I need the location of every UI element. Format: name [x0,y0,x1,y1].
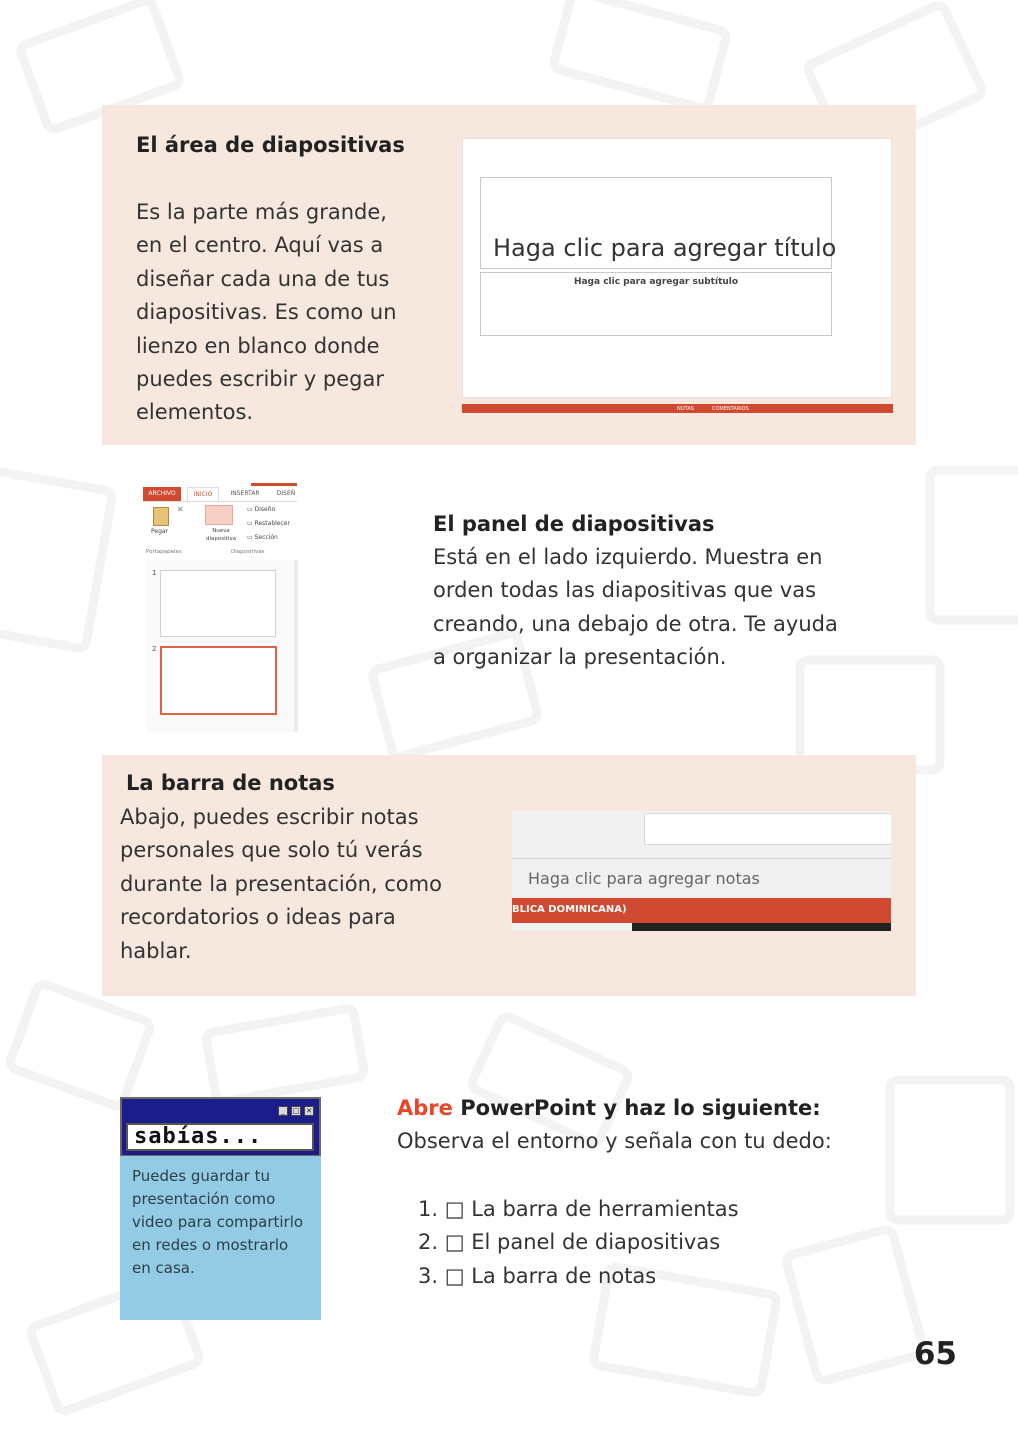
section-slide-panel-title: El panel de diapositivas [433,512,715,536]
page-number: 65 [913,1336,957,1372]
section-slide-area-title: El área de diapositivas [136,133,405,157]
activity-instruction: Observa el entorno y señala con tu dedo: [397,1129,832,1153]
activity-heading [397,1096,821,1120]
taskbar-strip [632,923,891,931]
status-notes[interactable]: NOTAS [677,406,694,412]
ribbon [143,483,297,560]
text-line: en el centro. Aquí vas a [136,233,384,258]
paste-label: Pegar [151,528,169,535]
status-bar-text: BLICA DOMINICANA) [512,904,627,915]
text-line: lienzo en blanco donde [136,333,380,358]
design-button[interactable]: ▭ Diseño [247,506,276,513]
tab-inicio[interactable]: INICIO [187,487,219,502]
text-line: puedes escribir y pegar [136,367,384,392]
text-line: a organizar la presentación. [433,645,727,670]
section-slide-panel-text [433,541,880,675]
status-comments[interactable]: COMENTARIOS [712,406,749,412]
tab-archivo[interactable]: ARCHIVO [143,487,181,501]
status-bar [462,404,893,413]
thumbnail-number: 2 [152,645,157,653]
group-slides-label: Diapositivas [231,549,265,555]
reset-label: Restablecer [254,520,290,527]
title-placeholder [480,177,837,269]
minimize-icon: _ [278,1106,288,1116]
notes-placeholder: Haga clic para agregar notas [528,869,760,888]
reset-button[interactable]: ▭ Restablecer [247,520,290,527]
sabias-title: sabías... [126,1123,314,1151]
notes-area[interactable] [512,858,891,897]
section-notes-text [120,801,484,968]
new-slide-label: Nueva diapositiva [206,528,236,542]
list-item: 2. □ El panel de diapositivas [418,1230,721,1255]
new-slide-icon[interactable] [205,505,233,525]
subtitle-placeholder [480,272,832,336]
sabias-window [120,1097,321,1157]
text-line: Es la parte más grande, [136,200,387,224]
thumbnail-number: 1 [152,569,157,577]
sabias-body: Puedes guardar tu presentación como video para compartirlo en redes o mostrarlo en casa. [120,1156,321,1320]
text-line: recordatorios o ideas para [120,905,396,930]
text-line: Abajo, puedes escribir notas [120,805,419,829]
notes-status-bar [512,898,891,923]
notes-bar-screenshot [512,811,891,931]
section-notes-title: La barra de notas [126,771,335,795]
list-item: 3. □ La barra de notas [418,1263,657,1288]
slide-edge [644,813,891,845]
maximize-icon: □ [292,1107,300,1115]
paste-icon[interactable] [153,507,169,526]
activity-heading-accent: Abre [397,1096,453,1120]
text-line: creando, una debajo de otra. Te ayuda [433,611,838,636]
text-line: personales que solo tú verás [120,838,423,863]
activity-heading-rest: PowerPoint y haz lo siguiente: [452,1096,821,1120]
slide-thumbnail-1[interactable] [160,570,276,637]
slide-thumbnail-2[interactable] [160,646,277,715]
text-line: hablar. [120,938,192,963]
text-line: Está en el lado izquierdo. Muestra en [433,545,823,569]
text-line: diseñar cada una de tus [136,266,390,291]
list-item: 1. □ La barra de herramientas [418,1197,739,1221]
text-line: diapositivas. Es como un [136,300,397,325]
close-icon: ✕ [304,1106,314,1116]
activity-list [418,1193,739,1293]
group-clipboard-label: Portapapeles [146,549,182,555]
tab-insertar[interactable]: INSERTAR [230,490,260,497]
section-slide-area-text [136,196,433,430]
subtitle-placeholder-text: Haga clic para agregar subtítulo [573,277,739,287]
slide-canvas [462,138,892,398]
design-label: Diseño [254,506,276,513]
section-label: Sección [254,534,278,541]
section-button[interactable]: ▭ Sección [247,534,278,541]
tab-diseno[interactable]: DISEÑ [276,490,296,497]
title-placeholder-text: Haga clic para agregar título [493,234,837,262]
cut-icon[interactable]: ✕ [177,505,184,514]
text-line: durante la presentación, como [120,871,442,896]
text-line: elementos. [136,400,254,425]
text-line: orden todas las diapositivas que vas [433,578,817,603]
